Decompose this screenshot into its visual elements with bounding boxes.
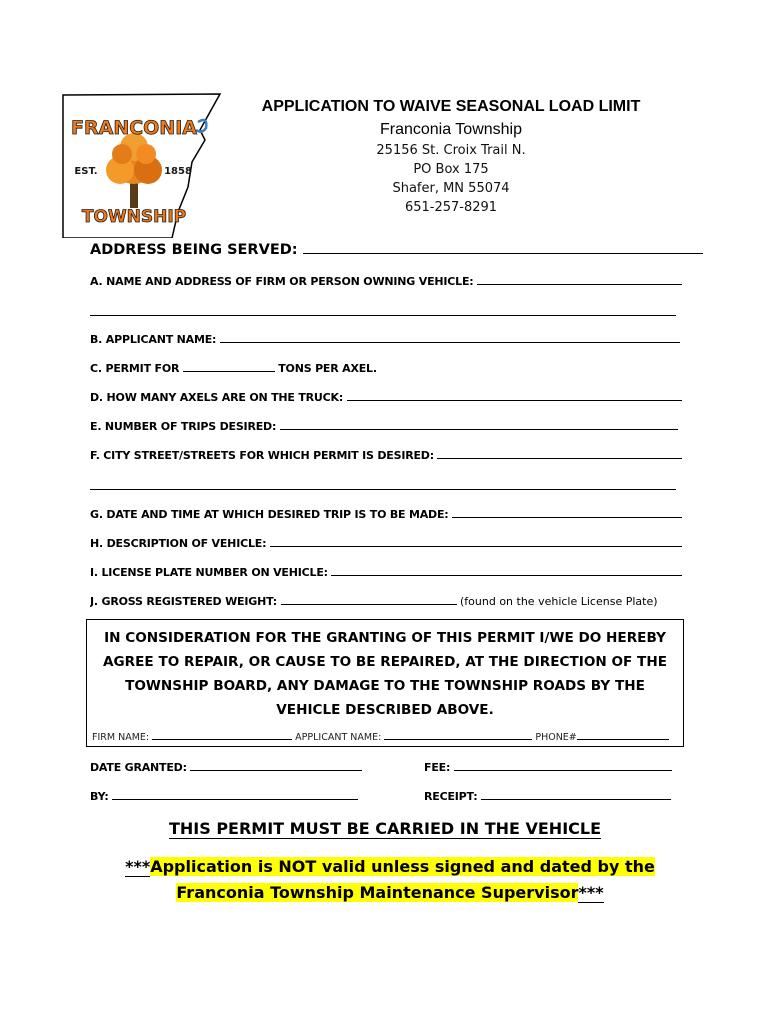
carry-notice-text: THIS PERMIT MUST BE CARRIED IN THE VEHICLE [168, 819, 602, 838]
field-d-label: D. HOW MANY AXELS ARE ON THE TRUCK: [90, 391, 344, 404]
address-line1: 25156 St. Croix Trail N. [376, 143, 526, 158]
field-f-row [90, 449, 682, 462]
field-i-row [90, 566, 682, 579]
date-granted-input[interactable] [190, 761, 362, 771]
carry-notice [86, 819, 684, 838]
field-a-label: A. NAME AND ADDRESS OF FIRM OR PERSON OWNING VEHICLE: [90, 275, 474, 288]
field-g-row [90, 508, 682, 521]
field-j-input[interactable] [281, 595, 457, 605]
phone-number: 651-257-8291 [404, 200, 498, 215]
date-granted-label: DATE GRANTED: [90, 761, 187, 774]
field-j-row [90, 595, 682, 608]
field-h-label: H. DESCRIPTION OF VEHICLE: [90, 537, 267, 550]
fee-input[interactable] [454, 761, 672, 771]
field-g-input[interactable] [452, 508, 682, 518]
field-a-row [90, 275, 682, 288]
applicant-name-input[interactable] [384, 731, 532, 740]
field-i-input[interactable] [331, 566, 682, 576]
fee-label: FEE: [424, 761, 451, 774]
address-served-row [90, 242, 703, 258]
stars-close: *** [578, 883, 604, 902]
field-j-label: J. GROSS REGISTERED WEIGHT: [90, 595, 277, 608]
fee-row [424, 761, 684, 774]
applicant-name-label: APPLICANT NAME: [295, 732, 382, 743]
receipt-input[interactable] [481, 790, 671, 800]
field-f-input[interactable] [437, 449, 682, 459]
field-h-input[interactable] [270, 537, 682, 547]
phone-input[interactable] [577, 731, 669, 740]
field-i-label: I. LICENSE PLATE NUMBER ON VEHICLE: [90, 566, 328, 579]
field-f-input-line2[interactable] [90, 480, 676, 490]
date-granted-row [90, 761, 370, 774]
address-line2: PO Box 175 [413, 162, 489, 177]
field-a-input-line2[interactable] [90, 306, 676, 316]
field-e-label: E. NUMBER OF TRIPS DESIRED: [90, 420, 277, 433]
firm-name-label: FIRM NAME: [92, 732, 150, 743]
logo-top-text: FRANCONIA [71, 117, 197, 139]
stars-open: *** [125, 857, 151, 876]
field-e-row [90, 420, 682, 433]
receipt-row [424, 790, 684, 803]
field-j-note: (found on the vehicle License Plate) [460, 595, 658, 608]
field-f-continued-row [90, 480, 682, 493]
field-b-row [90, 333, 682, 346]
firm-name-input[interactable] [152, 731, 292, 740]
field-c-row [90, 362, 682, 375]
agreement-signature-row [92, 731, 669, 743]
field-c-unit: TONS PER AXEL. [278, 362, 377, 375]
by-row [90, 790, 370, 803]
field-c-label: C. PERMIT FOR [90, 362, 180, 375]
form-title: APPLICATION TO WAIVE SEASONAL LOAD LIMIT [261, 98, 641, 115]
field-e-input[interactable] [280, 420, 678, 430]
logo-est-label: EST. [74, 166, 98, 177]
by-label: BY: [90, 790, 109, 803]
field-b-label: B. APPLICANT NAME: [90, 333, 217, 346]
phone-label: PHONE# [535, 732, 577, 743]
organization-name: Franconia Township [379, 121, 522, 138]
field-g-label: G. DATE AND TIME AT WHICH DESIRED TRIP IS TO BE MADE: [90, 508, 449, 521]
field-f-label: F. CITY STREET/STREETS FOR WHICH PERMIT IS DESIRED: [90, 449, 434, 462]
franconia-township-logo [60, 92, 228, 238]
validity-notice [90, 854, 690, 906]
receipt-label: RECEIPT: [424, 790, 478, 803]
validity-notice-text: Application is NOT valid unless signed and dated by the Franconia Township Maintenance Supervisor [150, 857, 655, 902]
field-d-row [90, 391, 682, 404]
logo-bottom-text: TOWNSHIP [81, 207, 187, 227]
field-a-continued-row [90, 306, 682, 319]
field-d-input[interactable] [347, 391, 682, 401]
address-line3: Shafer, MN 55074 [392, 181, 510, 196]
address-served-label: ADDRESS BEING SERVED: [90, 242, 298, 258]
agreement-text: IN CONSIDERATION FOR THE GRANTING OF THIS PERMIT I/WE DO HEREBY AGREE TO REPAIR, OR CAUSE TO BE REPAIRED, AT THE DIRECTION OF THE TOWNSHIP BOARD, ANY DAMAGE TO THE TOWNSHIP ROADS BY THE VEHICLE DESCRIBED ABOVE. [103, 630, 667, 718]
field-b-input[interactable] [220, 333, 680, 343]
address-served-input[interactable] [303, 242, 703, 254]
logo-est-year: 1858 [164, 166, 192, 177]
field-h-row [90, 537, 682, 550]
field-c-input[interactable] [183, 362, 275, 372]
field-a-input[interactable] [477, 275, 682, 285]
by-input[interactable] [112, 790, 358, 800]
